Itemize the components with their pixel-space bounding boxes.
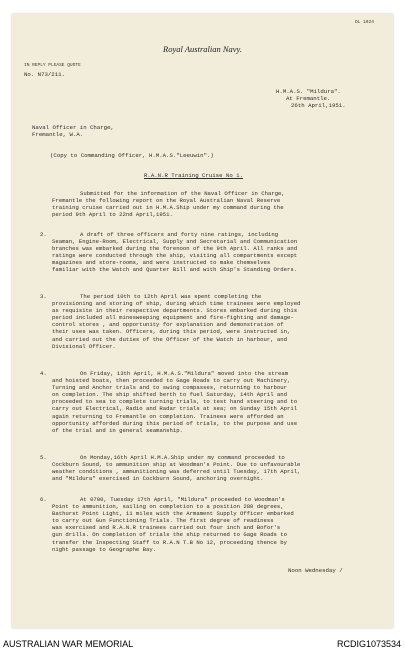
paragraph-line: opportunity afforded during this period of trials, to the purpose and use	[52, 419, 298, 427]
paragraph-line: to carry out Gun Functioning Trials. The first degree of readiness	[52, 517, 274, 525]
paragraph-line: A draft of three officers and forty nine ratings, including	[80, 231, 279, 238]
paragraph-line: as requisite in their respective departments. Stores embarked during this	[52, 307, 298, 315]
paragraph-number: 6.	[40, 496, 47, 503]
paragraph-line: control stores , and opportunity for explanation and demonstration of	[52, 321, 284, 329]
paragraph-line: night passage to Geographe Bay.	[52, 545, 157, 553]
sender-ship: H.M.A.S. "Mildura".	[276, 88, 341, 95]
paragraph-line: At 0700, Tuesday 17th April, "Mildura" proceeded to Woodman's	[80, 496, 285, 503]
subject-heading: R.A.N.R Training Cruise No 1.	[144, 172, 243, 179]
intro-line: Submitted for the information of the Naval Officer in Charge,	[80, 190, 285, 197]
paragraph-line: The period 10th to 12th April was spent completing the	[80, 293, 262, 300]
intro-paragraph	[40, 190, 370, 218]
paragraph-5	[40, 454, 370, 482]
paragraph-line: magazines and store-rooms, and were instructed to make themselves	[52, 259, 271, 267]
paragraph-line: Seaman, Engine-Room, Electrical, Supply and Secretarial and Communication	[52, 238, 298, 246]
file-number: No. N73/211.	[24, 71, 65, 78]
addressee-line2: Fremantle, W.A.	[32, 131, 84, 138]
paragraph-line: Point to ammunition, sailing on completion to a position 280 degrees,	[52, 503, 284, 511]
paragraph-4	[40, 370, 370, 434]
archive-id: RCDIG1073534	[336, 639, 401, 649]
paragraph-line: provisioning and storing of ship, during which time trainees were employed	[52, 300, 301, 308]
paragraph-line: Cockburn Sound, to ammunition ship at Woodman's Point. Due to unfavourable	[52, 461, 301, 469]
paragraph-line: transfer the Inspecting Staff to R.A.N T.B No 12, proceeding thence by	[52, 538, 287, 546]
paragraph-line: and carried out the duties of the Officer of the Watch in harbour, and	[52, 335, 287, 343]
paragraph-line: their uses was taken. Officers, during this period, were instructed in,	[52, 328, 291, 336]
paragraph-line: and hoisted boats, then proceeded to Gage Roads to carry out Machinery,	[52, 377, 291, 385]
sender-location: At Fremantle.	[286, 95, 331, 102]
continuation-note: Noon Wednesday /	[288, 567, 343, 574]
paragraph-line: again returning to Fremantle on completion. Trainees were afforded an	[52, 412, 284, 420]
copy-note: (Copy to Commanding Officer, H.M.A.S."Leeuwin".)	[50, 152, 214, 159]
paragraph-number: 5.	[40, 454, 47, 461]
paragraph-number: 4.	[40, 370, 47, 377]
reply-note: IN REPLY PLEASE QUOTE	[24, 63, 81, 68]
paragraph-6	[40, 496, 370, 553]
paragraph-line: ratings were conducted through the ship, visiting all compartments except	[52, 252, 298, 260]
letter-date: 26th April,1951.	[291, 102, 346, 109]
paragraph-line: gun drills. On completion of trials the ship returned to Gage Roads to	[52, 531, 287, 539]
intro-line: training cruise carried out in H.M.A.Ship under my command during the	[52, 204, 284, 212]
paragraph-line: period included all minesweeping equipment and fire-fighting and damage-	[52, 314, 294, 322]
paragraph-line: carry out Electrical, Radio and Radar trials at sea; on Sunday 15th April	[52, 405, 298, 413]
addressee-line1: Naval Officer in Charge,	[32, 124, 114, 131]
paragraph-line: on completion. The ship shifted berth to fuel Saturday, 14th April and	[52, 391, 287, 399]
paragraph-3	[40, 293, 370, 350]
paragraph-line: of the trial and in general seamanship.	[52, 426, 183, 434]
paragraph-number: 2.	[40, 231, 47, 238]
letterhead: Royal Australian Navy.	[163, 44, 242, 54]
paragraph-line: Turning and Anchor trials and to swing compasses, returning to harbour	[52, 384, 287, 392]
reference-code: DL 1024	[355, 20, 374, 25]
paragraph-line: Divisional Officer.	[52, 342, 116, 350]
paragraph-line: was exercised and R.A.N.R trainees carried out four inch and Bofor's	[52, 524, 281, 532]
paragraph-number: 3.	[40, 293, 47, 300]
intro-line: Fremantle the following report on the Royal Australian Naval Reserve	[52, 197, 281, 205]
paragraph-line: On Monday,16th April H.M.A.Ship under my command proceeded to	[80, 454, 285, 461]
paragraph-line: proceeded to sea to complete turning trials, to test hand steering and to	[52, 398, 298, 406]
archive-footer	[0, 636, 405, 654]
document-page	[12, 14, 393, 628]
paragraph-2	[40, 231, 370, 274]
paragraph-line: On Friday, 13th April, H.M.A.S."Mildura" moved into the stream	[80, 370, 289, 377]
intro-line: period 9th April to 22nd April,1951.	[52, 211, 173, 219]
paragraph-line: Bathurst Point Light, 11 miles with the Armament Supply Officer embarked	[52, 510, 294, 518]
paragraph-line: and "Mildura" exercised in Cockburn Sound, anchoring overnight.	[52, 475, 264, 483]
paragraph-line: branches was embarked during the forenoon of the 9th April. All ranks and	[52, 245, 298, 253]
paragraph-line: weather conditions , ammunitioning was deferred until Tuesday, 17th April,	[52, 468, 301, 476]
archive-name: AUSTRALIAN WAR MEMORIAL	[3, 639, 134, 649]
paragraph-line: familiar with the Watch and Quarter Bill and with Ship's Standing Orders.	[52, 266, 298, 274]
